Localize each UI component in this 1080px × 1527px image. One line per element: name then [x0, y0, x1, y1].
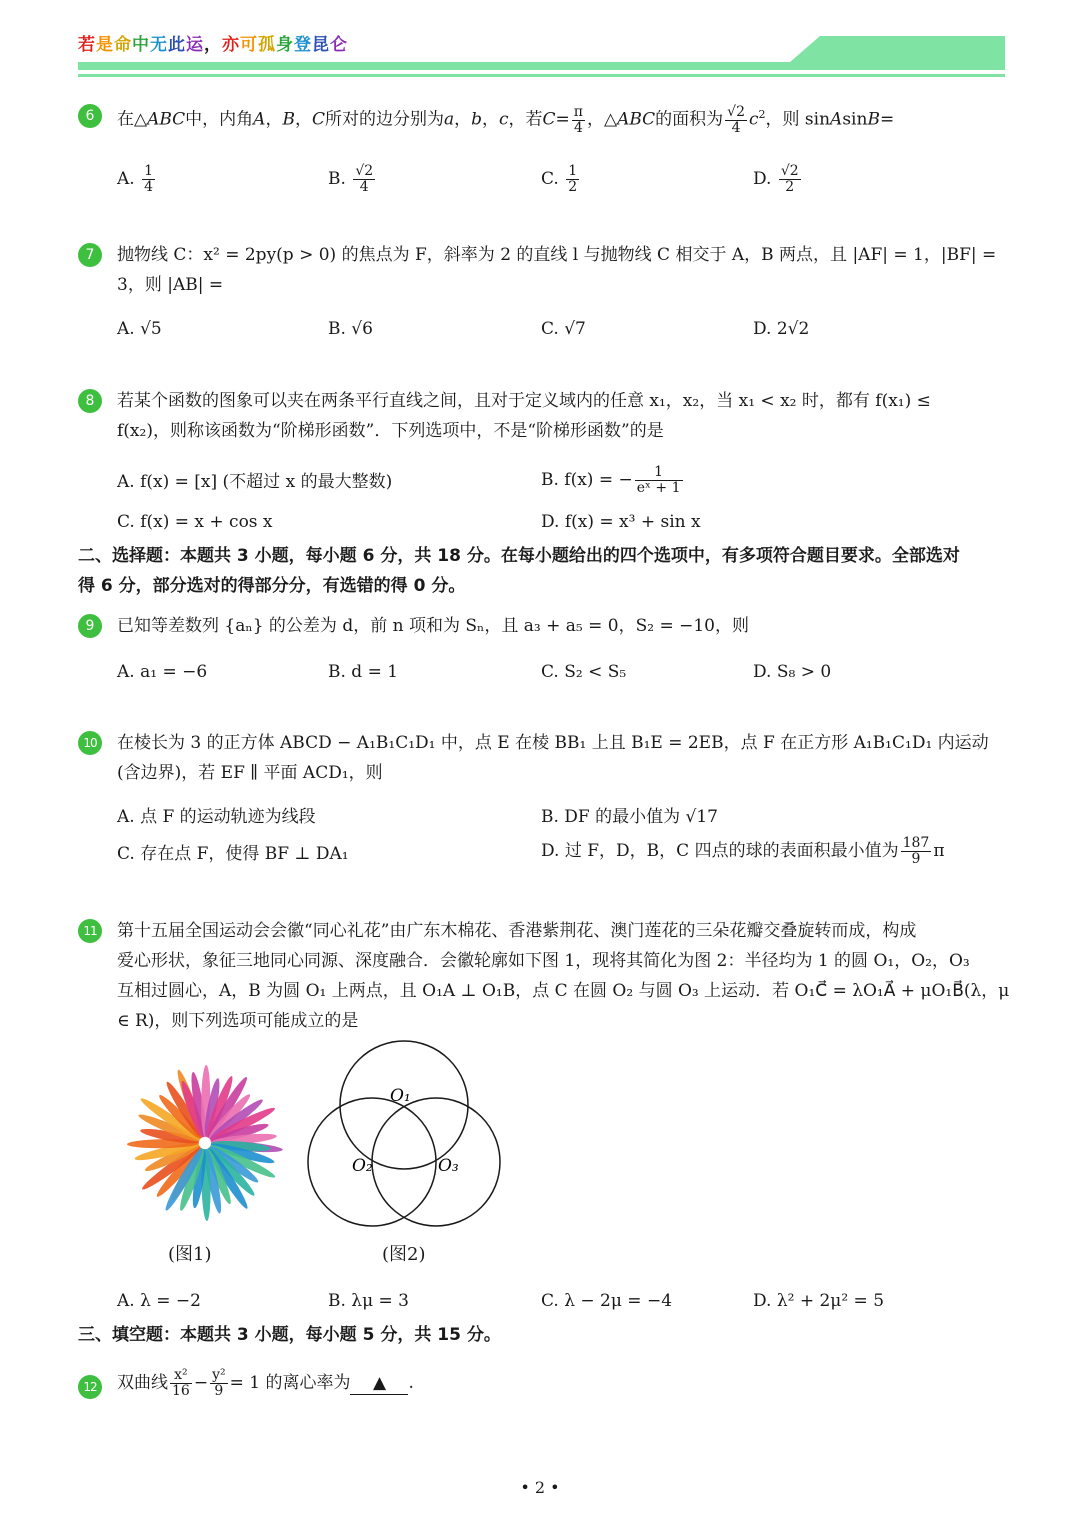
motto-char: 亦 — [222, 35, 240, 55]
question-9-line-1: 已知等差数列 {aₙ} 的公差为 d，前 n 项和为 Sₙ，且 a₃ + a₅ = 0，S₂ = −10，则 — [117, 616, 749, 636]
header-rule-thin — [78, 74, 1005, 77]
motto-char: 孤 — [258, 35, 276, 55]
q6-text: 中，内角 — [185, 109, 254, 130]
question-7-line-1: 抛物线 C：x² = 2py(p > 0) 的焦点为 F，斜率为 2 的直线 l 与抛物线 C 相交于 A，B 两点，且 |AF| = 1，|BF| = — [117, 245, 997, 265]
q6-text: B — [867, 109, 880, 130]
q6-text: ABC — [147, 109, 186, 130]
figure-1-caption: (图1) — [168, 1244, 212, 1265]
option-a[interactable]: A. λ = −2 — [117, 1291, 201, 1311]
q6-text: c — [499, 109, 509, 130]
option-label: D. — [753, 169, 772, 189]
fraction — [566, 164, 579, 195]
section-heading-line: 二、选择题：本题共 3 小题，每小题 6 分，共 18 分。在每小题给出的四个选项中，有多项符合题目要求。全部选对 — [78, 546, 960, 566]
label-o1: O₁ — [390, 1086, 411, 1106]
option-label: A. — [117, 169, 135, 189]
numerator: √2 — [355, 163, 374, 179]
option-c[interactable]: C. λ − 2μ = −4 — [541, 1291, 673, 1311]
numerator: y² — [212, 1367, 226, 1383]
question-number: 7 — [78, 243, 102, 267]
question-6-stem — [117, 104, 894, 136]
numerator: π — [573, 103, 583, 120]
q6-text: 的面积为 — [655, 109, 724, 130]
q6-text: ABC — [617, 109, 656, 130]
emblem-figure — [120, 1058, 290, 1228]
option-a[interactable]: A. √5 — [117, 319, 162, 339]
motto-char: 中 — [132, 35, 150, 55]
motto-char: 此 — [168, 35, 186, 55]
q6-text: 在△ — [117, 109, 148, 130]
q6-text: ，若 — [508, 109, 543, 130]
option-a[interactable] — [117, 164, 157, 195]
fraction — [635, 465, 683, 496]
option-c[interactable]: C. f(x) = x + cos x — [117, 512, 273, 532]
question-10-line-1: 在棱长为 3 的正方体 ABCD − A₁B₁C₁D₁ 中，点 E 在棱 BB₁ 上且 B₁E = 2EB，点 F 在正方形 A₁B₁C₁D₁ 内运动 — [117, 733, 989, 753]
section-heading-line: 得 6 分，部分选对的得部分分，有选错的得 0 分。 — [78, 576, 466, 596]
section-heading-line: 三、填空题：本题共 3 小题，每小题 5 分，共 15 分。 — [78, 1325, 501, 1345]
emblem-petals — [127, 1065, 283, 1221]
denominator: 2 — [568, 179, 578, 195]
q6-text: ，△ — [587, 109, 618, 130]
q12-text: 双曲线 — [117, 1373, 168, 1393]
motto-char: 登 — [294, 35, 312, 55]
motto-char: 是 — [96, 35, 114, 55]
option-c[interactable] — [541, 164, 581, 195]
question-number: 12 — [78, 1375, 102, 1399]
fraction — [901, 836, 932, 867]
figure-2-caption: (图2) — [382, 1244, 426, 1265]
motto-char: 仑 — [330, 35, 348, 55]
q6-text: a — [443, 109, 455, 130]
fraction — [572, 105, 585, 136]
q6-text: ， — [482, 109, 499, 130]
fraction — [210, 1368, 228, 1399]
option-b[interactable]: B. d = 1 — [328, 662, 399, 682]
section-2-heading — [78, 541, 1008, 601]
section-3-heading — [78, 1320, 1008, 1350]
question-10-line-2: (含边界)，若 EF ∥ 平面 ACD₁，则 — [117, 763, 383, 783]
motto-char: 若 — [78, 35, 96, 55]
question-number: 9 — [78, 614, 102, 638]
fraction — [779, 164, 801, 195]
denominator: 4 — [573, 119, 583, 136]
denominator: 4 — [731, 119, 741, 136]
motto-char: 身 — [276, 35, 294, 55]
option-d[interactable]: D. S₈ > 0 — [753, 662, 832, 682]
denominator: 9 — [214, 1383, 224, 1399]
q6-text: = — [879, 109, 895, 130]
q6-text: sin — [842, 109, 868, 130]
q6-text: ， — [454, 109, 472, 130]
pi-symbol: π — [933, 841, 945, 861]
label-o3: O₃ — [438, 1156, 459, 1176]
numerator: 1 — [568, 163, 578, 179]
denominator: 4 — [359, 179, 369, 195]
option-b[interactable]: B. λμ = 3 — [328, 1291, 409, 1311]
option-b[interactable]: B. DF 的最小值为 √17 — [541, 807, 718, 827]
header-motto — [78, 30, 348, 55]
question-11-line-1: 第十五届全国运动会会徽“同心礼花”由广东木棉花、香港紫荆花、澳门莲花的三朵花瓣交叠旋转而成，构成 — [117, 921, 917, 941]
q6-text: B — [282, 109, 295, 130]
denominator: eˣ + 1 — [636, 480, 681, 496]
question-number: 11 — [78, 919, 102, 943]
label-o2: O₂ — [352, 1156, 373, 1176]
q6-text: ， — [265, 109, 283, 130]
q6-text: 所对的边分别为 — [324, 109, 444, 130]
fraction — [170, 1368, 192, 1399]
numerator: √2 — [727, 103, 745, 120]
motto-char: 无 — [150, 35, 168, 55]
question-11-line-3: 互相过圆心，A，B 为圆 O₁ 上两点，且 O₁A ⊥ O₁B，点 C 在圆 O₂ 与圆 O₃ 上运动．若 O₁C⃗ = λO₁A⃗ + μO₁B⃗(λ，μ — [117, 981, 1010, 1001]
q12-text: . — [408, 1373, 414, 1393]
denominator: 9 — [911, 851, 921, 867]
option-d[interactable]: D. 2√2 — [753, 319, 810, 339]
denominator: 16 — [172, 1383, 190, 1399]
q12-text: = 1 的离心率为 — [229, 1373, 351, 1393]
option-d[interactable] — [753, 164, 803, 195]
option-d[interactable]: D. λ² + 2μ² = 5 — [753, 1291, 885, 1311]
q6-text: 2 — [758, 108, 766, 121]
question-11-line-4: ∈ R)，则下列选项可能成立的是 — [117, 1011, 359, 1031]
three-circles-figure — [300, 1035, 510, 1230]
motto-char: 昆 — [312, 35, 330, 55]
numerator: √2 — [780, 163, 799, 179]
denominator: 4 — [144, 179, 154, 195]
option-a[interactable]: A. 点 F 的运动轨迹为线段 — [117, 807, 316, 827]
q6-text: C — [311, 109, 325, 130]
option-c[interactable]: C. S₂ < S₅ — [541, 662, 627, 682]
motto-char: 可 — [240, 35, 258, 55]
numerator: 1 — [635, 465, 683, 481]
option-d[interactable] — [541, 836, 945, 867]
fraction — [142, 164, 155, 195]
q6-text: A — [253, 109, 266, 130]
motto-char: 命 — [114, 35, 132, 55]
question-7-line-2: 3，则 |AB| = — [117, 275, 224, 295]
option-a[interactable]: A. a₁ = −6 — [117, 662, 208, 682]
question-number: 10 — [78, 731, 102, 755]
option-b[interactable] — [328, 164, 377, 195]
motto-char: 运 — [186, 35, 204, 55]
q6-text: c — [749, 109, 759, 130]
fraction — [725, 105, 747, 136]
fraction — [353, 164, 375, 195]
option-c[interactable]: C. 存在点 F，使得 BF ⊥ DA₁ — [117, 844, 349, 864]
option-b[interactable] — [541, 465, 685, 496]
q6-text: ， — [294, 109, 312, 130]
numerator: x² — [170, 1368, 192, 1384]
header-rule-thick — [78, 62, 1005, 70]
question-number: 8 — [78, 389, 102, 413]
question-8-line-1: 若某个函数的图象可以夹在两条平行直线之间，且对于定义域内的任意 x₁，x₂，当 x₁ < x₂ 时，都有 f(x₁) ≤ — [117, 391, 931, 411]
question-11-line-2: 爱心形状，象征三地同心同源、深度融合．会徽轮廓如下图 1，现将其简化为图 2：半径均为 1 的圆 O₁，O₂，O₃ — [117, 951, 970, 971]
option-label: B. f(x) = − — [541, 470, 633, 490]
question-8-line-2: f(x₂)，则称该函数为“阶梯形函数”．下列选项中，不是“阶梯形函数”的是 — [117, 421, 664, 441]
option-label: D. 过 F，D，B，C 四点的球的表面积最小值为 — [541, 841, 899, 861]
numerator: 187 — [902, 835, 930, 851]
page-header — [0, 0, 1080, 90]
q6-text: C — [542, 109, 556, 130]
page-number: • 2 • — [520, 1478, 560, 1497]
header-accent-tab — [790, 36, 1005, 62]
denominator: 2 — [785, 179, 795, 195]
answer-blank[interactable]: ▲ — [350, 1372, 408, 1395]
option-d[interactable]: D. f(x) = x³ + sin x — [541, 512, 701, 532]
motto-char: ， — [204, 35, 222, 55]
question-12-stem — [117, 1368, 414, 1399]
q12-text: − — [193, 1373, 209, 1393]
question-number: 6 — [78, 104, 102, 128]
numerator: 1 — [144, 163, 154, 179]
q6-text: A — [830, 109, 843, 130]
option-label: C. — [541, 169, 559, 189]
q6-text: b — [471, 109, 482, 130]
option-c[interactable]: C. √7 — [541, 319, 586, 339]
option-a[interactable]: A. f(x) = [x] (不超过 x 的最大整数) — [117, 472, 393, 492]
option-b[interactable]: B. √6 — [328, 319, 373, 339]
q6-text: ，则 sin — [765, 109, 831, 130]
option-label: B. — [328, 169, 346, 189]
q6-text: = — [555, 109, 570, 130]
